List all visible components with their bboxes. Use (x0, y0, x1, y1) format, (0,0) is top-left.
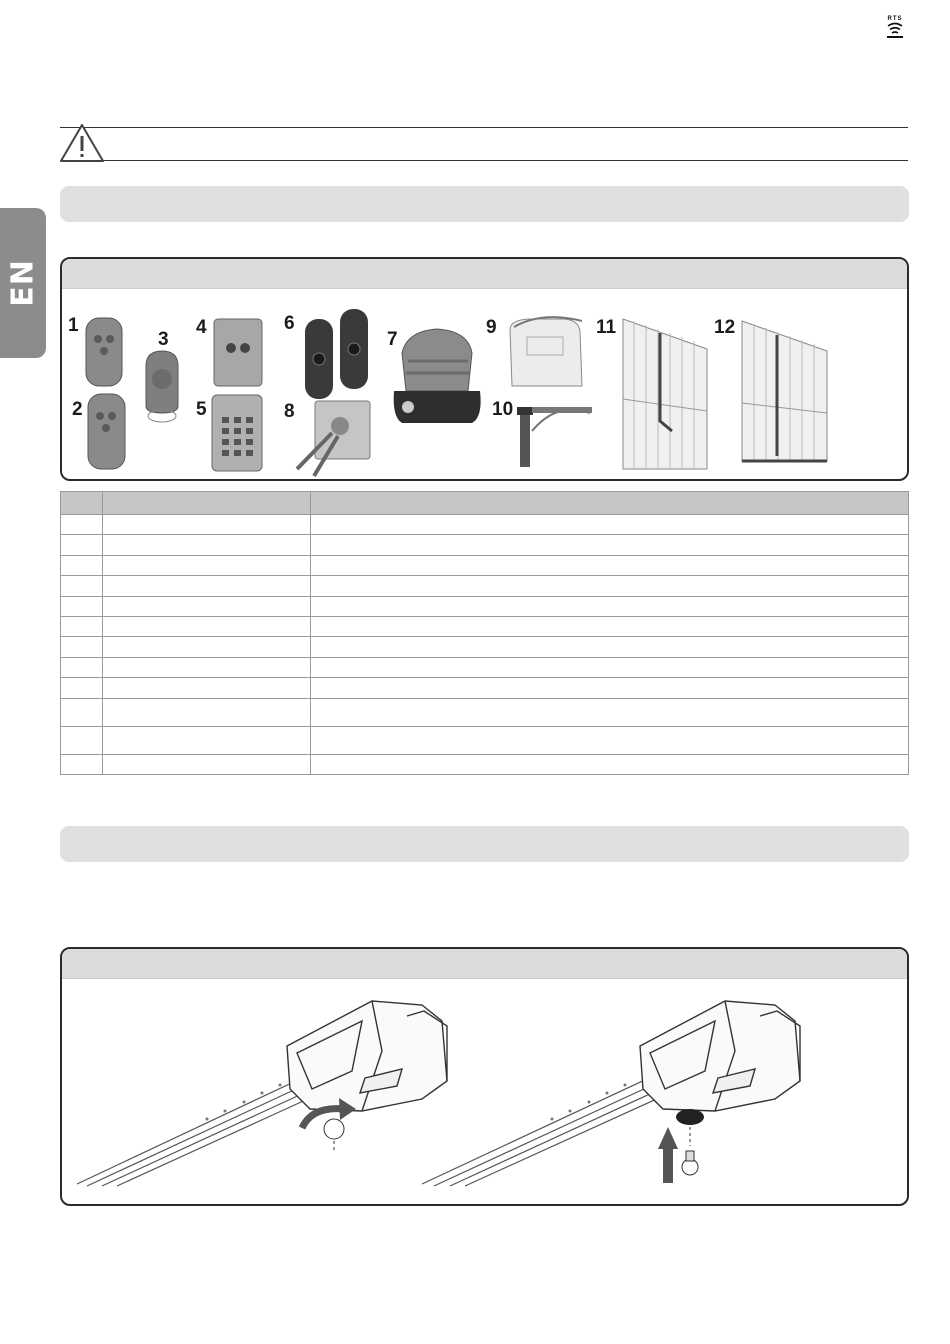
language-label: EN (5, 259, 41, 307)
table-row (61, 616, 909, 636)
table-row (61, 637, 909, 657)
light-bulb-icon (682, 1151, 698, 1175)
table-row (61, 576, 909, 596)
table-row (61, 657, 909, 677)
digital-keypad-icon (212, 395, 262, 471)
product-number-4: 4 (196, 317, 207, 338)
section-heading-bar (60, 826, 909, 862)
product-number-6: 6 (284, 313, 295, 334)
keyfob-remote-icon (146, 351, 178, 422)
warning-row (60, 127, 908, 161)
product-number-12: 12 (714, 317, 736, 338)
product-number-9: 9 (486, 317, 497, 338)
remote-control-icon (88, 394, 125, 469)
light-bulb-figure (60, 947, 909, 1206)
product-number-2: 2 (72, 399, 83, 420)
up-arrow-icon (658, 1127, 678, 1183)
gate-lock-icon (623, 319, 707, 469)
table-row (61, 535, 909, 555)
antenna-icon (517, 407, 592, 467)
key-switch-icon (297, 401, 370, 476)
light-bulb-cover (324, 1119, 344, 1139)
motor-unit-right (640, 1001, 800, 1111)
compatible-products-figure (60, 257, 909, 481)
table-row (61, 698, 909, 726)
product-number-10: 10 (492, 399, 514, 420)
photocells-icon (305, 309, 368, 399)
table-row (61, 555, 909, 575)
warning-triangle-icon (58, 122, 106, 164)
motor-unit-left (287, 1001, 447, 1111)
wall-transmitter-icon (214, 319, 262, 386)
backup-battery-icon (510, 317, 582, 386)
motor-illustration (62, 981, 907, 1206)
product-number-11: 11 (596, 317, 617, 338)
flashing-light-icon (394, 329, 481, 423)
rts-logo-text: RTS (887, 16, 903, 22)
gate-lock-with-rail-icon (742, 321, 827, 461)
figure-header (62, 949, 907, 979)
table-row (61, 678, 909, 698)
table-row (61, 515, 909, 535)
product-number-3: 3 (158, 329, 169, 350)
table-header-row (61, 492, 909, 515)
product-number-8: 8 (284, 401, 295, 422)
language-tab (0, 208, 46, 358)
product-number-5: 5 (196, 399, 207, 420)
product-number-1: 1 (68, 315, 79, 336)
products-illustration (62, 291, 907, 481)
figure-header (62, 259, 907, 289)
radio-waves-icon (885, 22, 905, 40)
product-number-7: 7 (387, 329, 398, 350)
bulb-socket (676, 1109, 704, 1125)
remote-control-4-button-icon (86, 318, 122, 386)
table-row (61, 726, 909, 754)
section-heading-bar (60, 186, 909, 222)
compatible-products-table (60, 491, 909, 775)
table-row (61, 754, 909, 774)
table-row (61, 596, 909, 616)
rts-logo (883, 16, 907, 44)
